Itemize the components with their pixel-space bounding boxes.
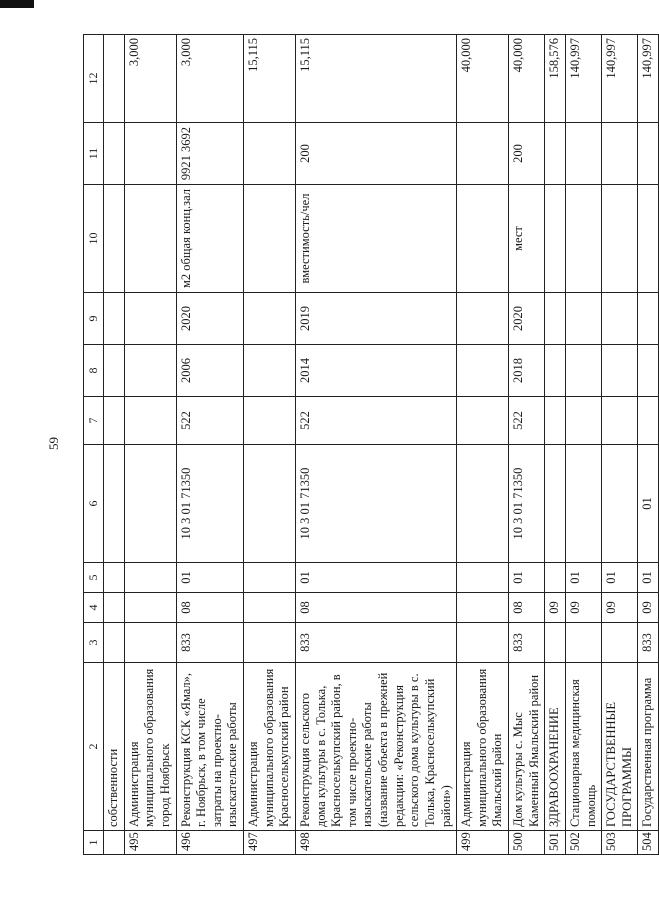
table-cell-col-7 [602,397,638,445]
table-cell-col-2: ГОСУДАРСТВЕННЫЕ ПРОГРАММЫ [602,663,638,831]
table-cell-col-4: 09 [565,593,601,623]
table-cell-col-5: 01 [602,563,638,593]
table-cell-col-12: 40,000 [509,35,545,123]
table-cell-col-5 [457,563,509,593]
table-cell-col-9 [545,293,566,345]
table-cell-col-9 [104,293,125,345]
table-cell-col-2: Дом культуры с. Мыс Каменный Ямальский район [509,663,545,831]
table-cell-col-9 [244,293,296,345]
table-cell-col-1: 499 [457,831,509,855]
col-header-8: 8 [84,345,104,397]
table-cell-col-10 [457,185,509,293]
table-cell-col-10 [545,185,566,293]
table-cell-col-2: Администрация муниципального образования Красноселькупский район [244,663,296,831]
table-cell-col-5 [244,563,296,593]
table-cell-col-9: 2020 [509,293,545,345]
table-cell-col-4 [104,593,125,623]
table-cell-col-8 [124,345,176,397]
table-cell-col-11: 9921 3692 [176,123,244,185]
table-cell-col-9 [457,293,509,345]
col-header-9: 9 [84,293,104,345]
page-number: 59 [46,437,61,450]
table-cell-col-12: 15,115 [295,35,456,123]
col-header-2: 2 [84,663,104,831]
table-cell-col-5 [104,563,125,593]
table-cell-col-7: 522 [509,397,545,445]
table-cell-col-3: 833 [509,623,545,663]
table-cell-col-7 [638,397,659,445]
table-cell-col-8 [545,345,566,397]
table-cell-col-6 [457,445,509,563]
table-cell-col-5 [545,563,566,593]
col-header-4: 4 [84,593,104,623]
table-cell-col-11 [104,123,125,185]
table-cell-col-1: 504 [638,831,659,855]
table-cell-col-3 [124,623,176,663]
table-cell-col-1: 496 [176,831,244,855]
table-cell-col-11: 200 [295,123,456,185]
table-cell-col-3: 833 [295,623,456,663]
table-cell-col-9 [602,293,638,345]
table-cell-col-12 [104,35,125,123]
table-cell-col-10 [638,185,659,293]
col-header-12: 12 [84,35,104,123]
table-cell-col-7 [244,397,296,445]
table-cell-col-11 [124,123,176,185]
table-cell-col-10: м2 общая конц.зал [176,185,244,293]
col-header-5: 5 [84,563,104,593]
header-row [84,35,104,855]
table-cell-col-9: 2020 [176,293,244,345]
table-cell-col-11 [545,123,566,185]
table-cell-col-7 [565,397,601,445]
table-row [638,35,659,855]
document-table [83,34,659,855]
scan-corner-mark [0,0,34,8]
table-cell-col-6: 10 3 01 71350 [509,445,545,563]
table-cell-col-7: 522 [295,397,456,445]
table-cell-col-12: 15,115 [244,35,296,123]
table-cell-col-9 [565,293,601,345]
table-cell-col-8 [457,345,509,397]
table-cell-col-1: 495 [124,831,176,855]
table-row [176,35,244,855]
table-cell-col-8 [565,345,601,397]
table-cell-col-1 [104,831,125,855]
table-body [104,35,659,855]
table-cell-col-2: ЗДРАВООХРАНЕНИЕ [545,663,566,831]
table-cell-col-2: Стационарная медицинская помощь [565,663,601,831]
table-cell-col-6 [545,445,566,563]
table-cell-col-3: 833 [176,623,244,663]
table-cell-col-1: 502 [565,831,601,855]
table-cell-col-4: 09 [602,593,638,623]
table-row [509,35,545,855]
table-cell-col-4: 08 [509,593,545,623]
table-cell-col-4: 09 [545,593,566,623]
table-cell-col-3 [565,623,601,663]
table-cell-col-6 [565,445,601,563]
table-cell-col-7 [124,397,176,445]
table-cell-col-12: 3,000 [124,35,176,123]
table-cell-col-2: Администрация муниципального образования Ямальский район [457,663,509,831]
col-header-7: 7 [84,397,104,445]
rotated-table-container [83,35,655,855]
table-row [295,35,456,855]
table-cell-col-8: 2014 [295,345,456,397]
table-cell-col-1: 501 [545,831,566,855]
col-header-10: 10 [84,185,104,293]
table-cell-col-11 [244,123,296,185]
table-row [244,35,296,855]
table-cell-col-8 [244,345,296,397]
table-cell-col-9: 2019 [295,293,456,345]
table-cell-col-3 [457,623,509,663]
table-cell-col-10 [124,185,176,293]
table-cell-col-5: 01 [295,563,456,593]
table-cell-col-4: 09 [638,593,659,623]
table-cell-col-2: собственности [104,663,125,831]
table-cell-col-2: Реконструкция КСК «Ямал», г. Ноябрьск, в том числе затраты на проектно-изыскательские работы [176,663,244,831]
table-cell-col-10 [104,185,125,293]
col-header-3: 3 [84,623,104,663]
table-cell-col-6: 10 3 01 71350 [176,445,244,563]
table-row [545,35,566,855]
col-header-11: 11 [84,123,104,185]
table-cell-col-8: 2006 [176,345,244,397]
table-cell-col-6 [124,445,176,563]
table-cell-col-7: 522 [176,397,244,445]
table-cell-col-11 [457,123,509,185]
table-cell-col-1: 503 [602,831,638,855]
table-cell-col-6 [104,445,125,563]
table-row [602,35,638,855]
table-cell-col-3 [545,623,566,663]
table-cell-col-4 [244,593,296,623]
table-cell-col-3: 833 [638,623,659,663]
table-cell-col-12: 40,000 [457,35,509,123]
table-cell-col-12: 140,997 [602,35,638,123]
table-cell-col-5: 01 [638,563,659,593]
table-cell-col-4: 08 [176,593,244,623]
table-cell-col-10: мест [509,185,545,293]
table-row [457,35,509,855]
table-cell-col-7 [545,397,566,445]
table-cell-col-4: 08 [295,593,456,623]
table-cell-col-7 [457,397,509,445]
table-cell-col-8 [602,345,638,397]
table-cell-col-4 [457,593,509,623]
table-row [104,35,125,855]
table-cell-col-3 [104,623,125,663]
table-row [565,35,601,855]
table-cell-col-12: 140,997 [638,35,659,123]
table-row [124,35,176,855]
table-cell-col-11 [565,123,601,185]
table-cell-col-3 [244,623,296,663]
table-cell-col-7 [104,397,125,445]
table-cell-col-6: 01 [638,445,659,563]
table-cell-col-5: 01 [176,563,244,593]
table-cell-col-8 [638,345,659,397]
table-cell-col-2: Администрация муниципального образования город Ноябрьск [124,663,176,831]
table-cell-col-11 [638,123,659,185]
col-header-6: 6 [84,445,104,563]
table-cell-col-12: 140,997 [565,35,601,123]
table-cell-col-10 [602,185,638,293]
table-cell-col-5: 01 [509,563,545,593]
table-cell-col-6 [602,445,638,563]
table-cell-col-8: 2018 [509,345,545,397]
table-cell-col-2: Реконструкция сельского дома культуры в с. Толька, Красноселькупский район, в том числе проектно-изыскательские работы (название объекта в прежней редакции: «Реконструкция сельского дома культуры в с. Толька, Красноселькупский район») [295,663,456,831]
table-cell-col-5: 01 [565,563,601,593]
table-cell-col-4 [124,593,176,623]
table-cell-col-12: 158,576 [545,35,566,123]
table-cell-col-1: 497 [244,831,296,855]
table-cell-col-8 [104,345,125,397]
table-cell-col-1: 500 [509,831,545,855]
table-cell-col-2: Государственная программа [638,663,659,831]
table-cell-col-1: 498 [295,831,456,855]
table-cell-col-10 [244,185,296,293]
table-cell-col-5 [124,563,176,593]
col-header-1: 1 [84,831,104,855]
table-cell-col-6 [244,445,296,563]
table-cell-col-11: 200 [509,123,545,185]
table-cell-col-6: 10 3 01 71350 [295,445,456,563]
table-cell-col-11 [602,123,638,185]
table-cell-col-9 [124,293,176,345]
table-cell-col-10 [565,185,601,293]
table-cell-col-9 [638,293,659,345]
table-cell-col-3 [602,623,638,663]
table-cell-col-10: вместимость/чел [295,185,456,293]
table-cell-col-12: 3,000 [176,35,244,123]
